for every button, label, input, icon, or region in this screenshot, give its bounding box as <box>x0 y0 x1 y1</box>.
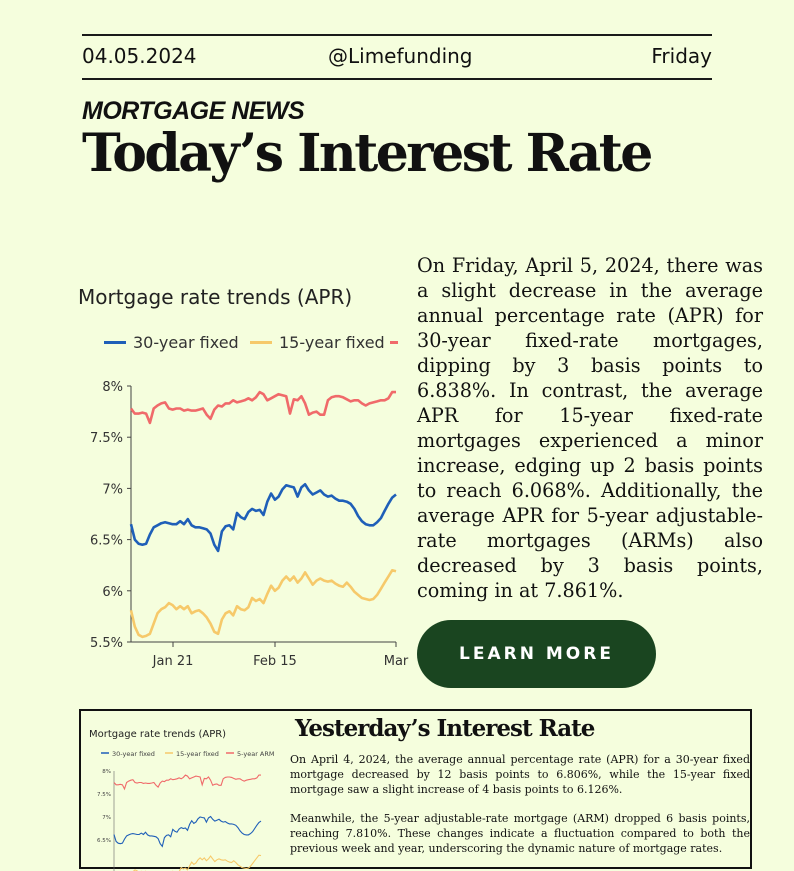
bottom-rule <box>82 78 712 80</box>
mini-series-line <box>114 775 261 789</box>
mini-chart-title: Mortgage rate trends (APR) <box>89 729 227 740</box>
series-line-30-year-fixed <box>131 484 396 551</box>
legend-swatch-5arm <box>390 341 398 344</box>
series-line-15-year-fixed <box>131 570 396 637</box>
page-title: Today’s Interest Rate <box>82 123 651 184</box>
date-label: 04.05.2024 <box>82 44 197 68</box>
handle-label[interactable]: @Limefunding <box>328 44 473 68</box>
y-tick-label: 8% <box>102 380 123 395</box>
legend-label-30y: 30-year fixed <box>133 333 239 352</box>
y-tick-label: 6.5% <box>89 533 123 549</box>
mini-chart <box>81 711 286 871</box>
y-tick-label: 7.5% <box>89 431 123 447</box>
weekday-label: Friday <box>651 44 712 68</box>
legend-label-15y: 15-year fixed <box>279 333 385 352</box>
mini-series-line <box>114 855 261 871</box>
mini-y-tick-label: 7% <box>102 815 111 821</box>
mini-legend-label: 15-year fixed <box>176 750 219 758</box>
series-line-5-year-arm <box>131 392 396 423</box>
x-tick-label: Mar <box>383 654 409 669</box>
mini-y-tick-label: 6.5% <box>97 838 111 844</box>
top-rule <box>82 34 712 36</box>
y-tick-label: 7% <box>102 482 123 498</box>
mini-series-line <box>114 817 261 847</box>
yesterday-card <box>79 709 752 869</box>
y-tick-label: 6% <box>102 584 123 600</box>
mini-legend-label: 30-year fixed <box>112 750 155 758</box>
mini-y-tick-label: 8% <box>102 769 111 775</box>
yesterday-title: Yesterday’s Interest Rate <box>295 715 595 742</box>
chart-title: Mortgage rate trends (APR) <box>78 285 353 309</box>
yesterday-paragraph-2: Meanwhile, the 5-year adjustable-rate mortgage (ARM) dropped 6 basis points, reaching 7.810%. These changes indicate a fluctuation compared to both the previous week and year, underscoring the dynamic nature of mortgage rates. <box>290 812 750 855</box>
legend-swatch-15y <box>250 341 272 344</box>
yesterday-paragraph-1: On April 4, 2024, the average annual percentage rate (APR) for a 30-year fixed mortgage decreased by 12 basis points to 6.806%, while the 15-year fixed mortgage saw a slight increase of 4 basis points to 6.126%. <box>290 753 750 796</box>
y-tick-label: 5.5% <box>89 636 123 651</box>
article-body: On Friday, April 5, 2024, there was a slight decrease in the average annual percentage rate (APR) for 30-year fixed-rate mortgages, dipping by 3 basis points to 6.838%. In contrast, the average APR for 15-year fixed-rate mortgages experienced a minor increase, edging up 2 basis points to reach 6.068%. Additionally, the average APR for 5-year adjustable-rate mortgages (ARMs) also decreased by 3 basis points, coming in at 7.861%. <box>417 254 763 602</box>
learn-more-button[interactable]: LEARN MORE <box>417 620 656 688</box>
mini-legend-label: 5-year ARM <box>237 750 275 758</box>
x-tick-label: Jan 21 <box>152 654 194 669</box>
x-tick-label: Feb 15 <box>253 654 297 669</box>
section-kicker: MORTGAGE NEWS <box>82 97 305 125</box>
legend-swatch-30y <box>104 341 126 344</box>
mini-y-tick-label: 7.5% <box>97 792 111 798</box>
main-chart <box>80 370 409 670</box>
